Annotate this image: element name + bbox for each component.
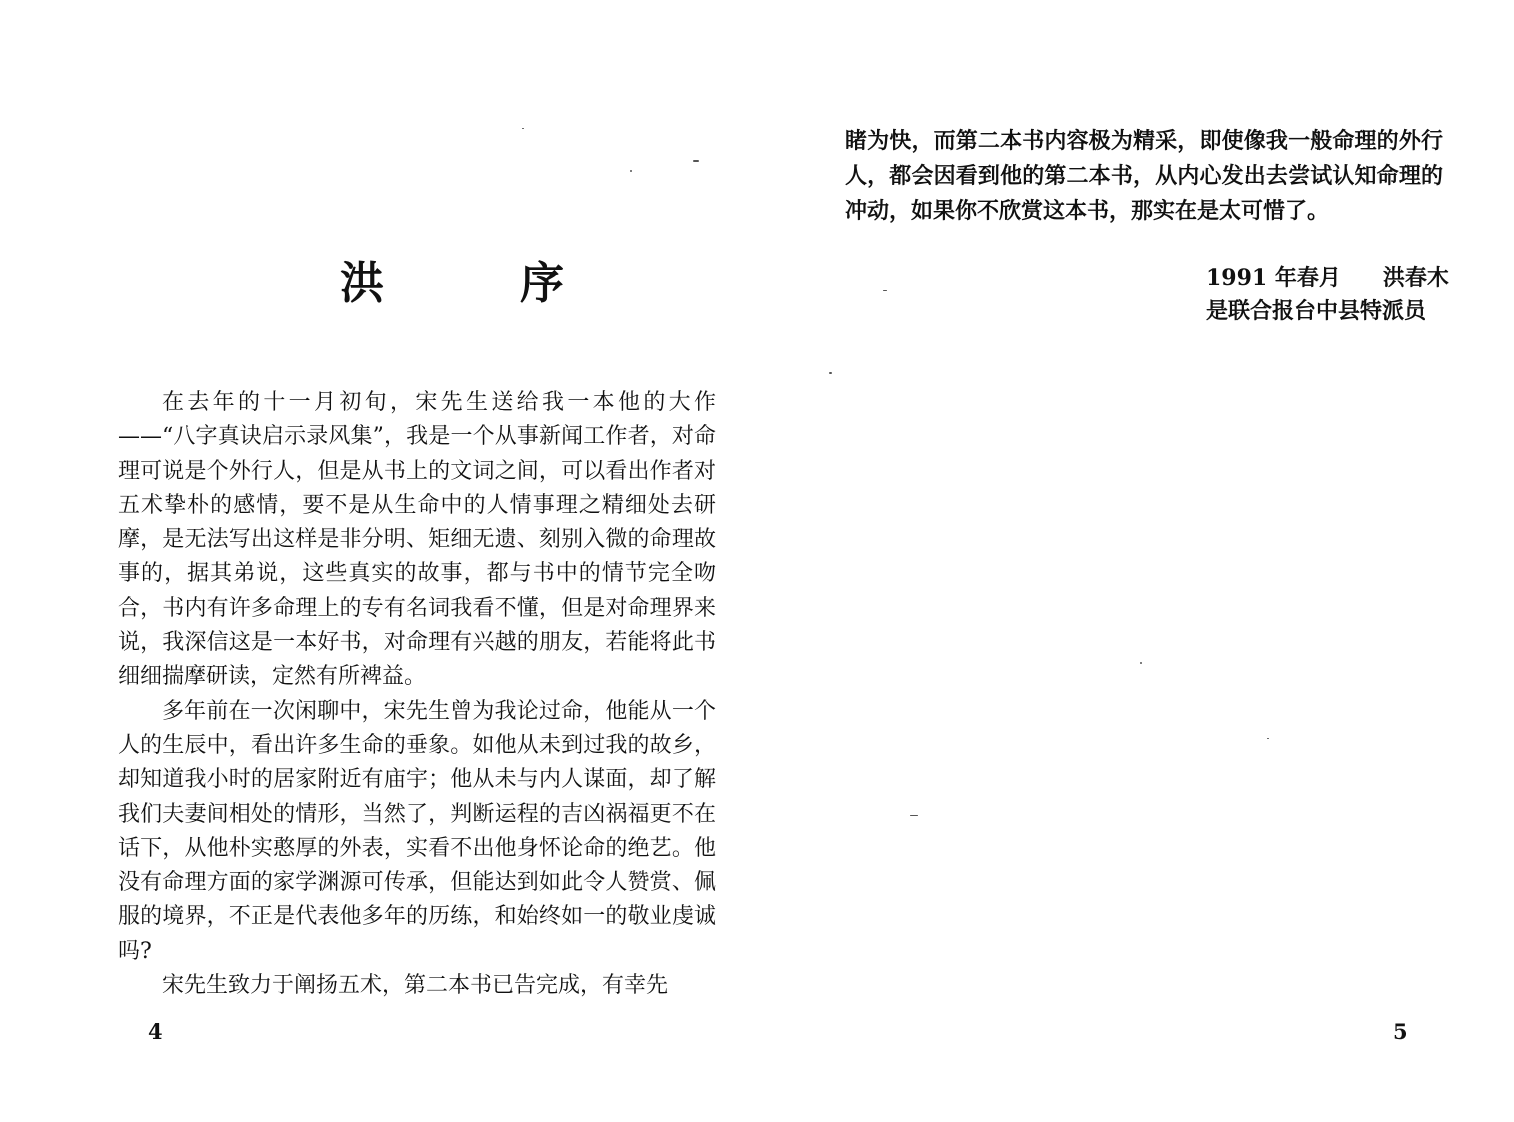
scan-speck — [910, 815, 918, 816]
scan-speck — [522, 128, 524, 129]
scan-speck — [829, 372, 832, 374]
body-text-right: 睹为快，而第二本书内容极为精采，即使像我一般命理的外行人，都会因看到他的第二本书，从内心发出去尝试认知命理的冲动，如果你不欣赏这本书，那实在是太可惜了。 — [845, 128, 1443, 224]
signature-affiliation: 是联合报台中县特派员 — [1206, 298, 1427, 324]
signature-author: 洪春木 — [1382, 265, 1449, 291]
page-number-right: 5 — [1393, 1019, 1408, 1044]
signature-block — [1206, 262, 1449, 328]
right-page — [757, 0, 1514, 1122]
signature-date: 1991 年春月 — [1206, 265, 1341, 291]
body-text-left — [118, 386, 716, 1003]
scan-speck — [1140, 662, 1142, 664]
scan-speck — [630, 170, 632, 172]
scan-speck — [883, 290, 887, 291]
signature-line-1 — [1206, 262, 1449, 295]
scan-speck — [693, 160, 699, 162]
paragraph-3: 宋先生致力于阐扬五术，第二本书已告完成，有幸先 — [162, 973, 669, 999]
page-number-left: 4 — [148, 1019, 163, 1044]
page-title: 洪 序 — [340, 258, 610, 309]
scan-speck — [1267, 738, 1269, 739]
paragraph-2: 多年前在一次闲聊中，宋先生曾为我论过命，他能从一个人的生辰中，看出许多生命的垂象。如他从未到过我的故乡，却知道我小时的居家附近有庙宇；他从未与内人谋面，却了解我们夫妻间相处的情形，当然了，判断运程的吉凶祸福更不在话下，从他朴实憨厚的外表，实看不出他身怀论命的绝艺。他没有命理方面的家学渊源可传承，但能达到如此令人赞赏、佩服的境界，不正是代表他多年的历练，和始终如一的敬业虔诚吗? — [118, 698, 716, 964]
paragraph-1: 在去年的十一月初旬，宋先生送给我一本他的大作——“八字真诀启示录风集”，我是一个从事新闻工作者，对命理可说是个外行人，但是从书上的文词之间，可以看出作者对五术挚朴的感情，要不是从生命中的人情事理之精细处去研摩，是无法写出这样是非分明、矩细无遗、刻别入微的命理故事的，据其弟说，这些真实的故事，都与书中的情节完全吻合，书内有许多命理上的专有名词我看不懂，但是对命理界来说，我深信这是一本好书，对命理有兴越的朋友，若能将此书细细揣摩研读，定然有所裨益。 — [118, 390, 716, 690]
